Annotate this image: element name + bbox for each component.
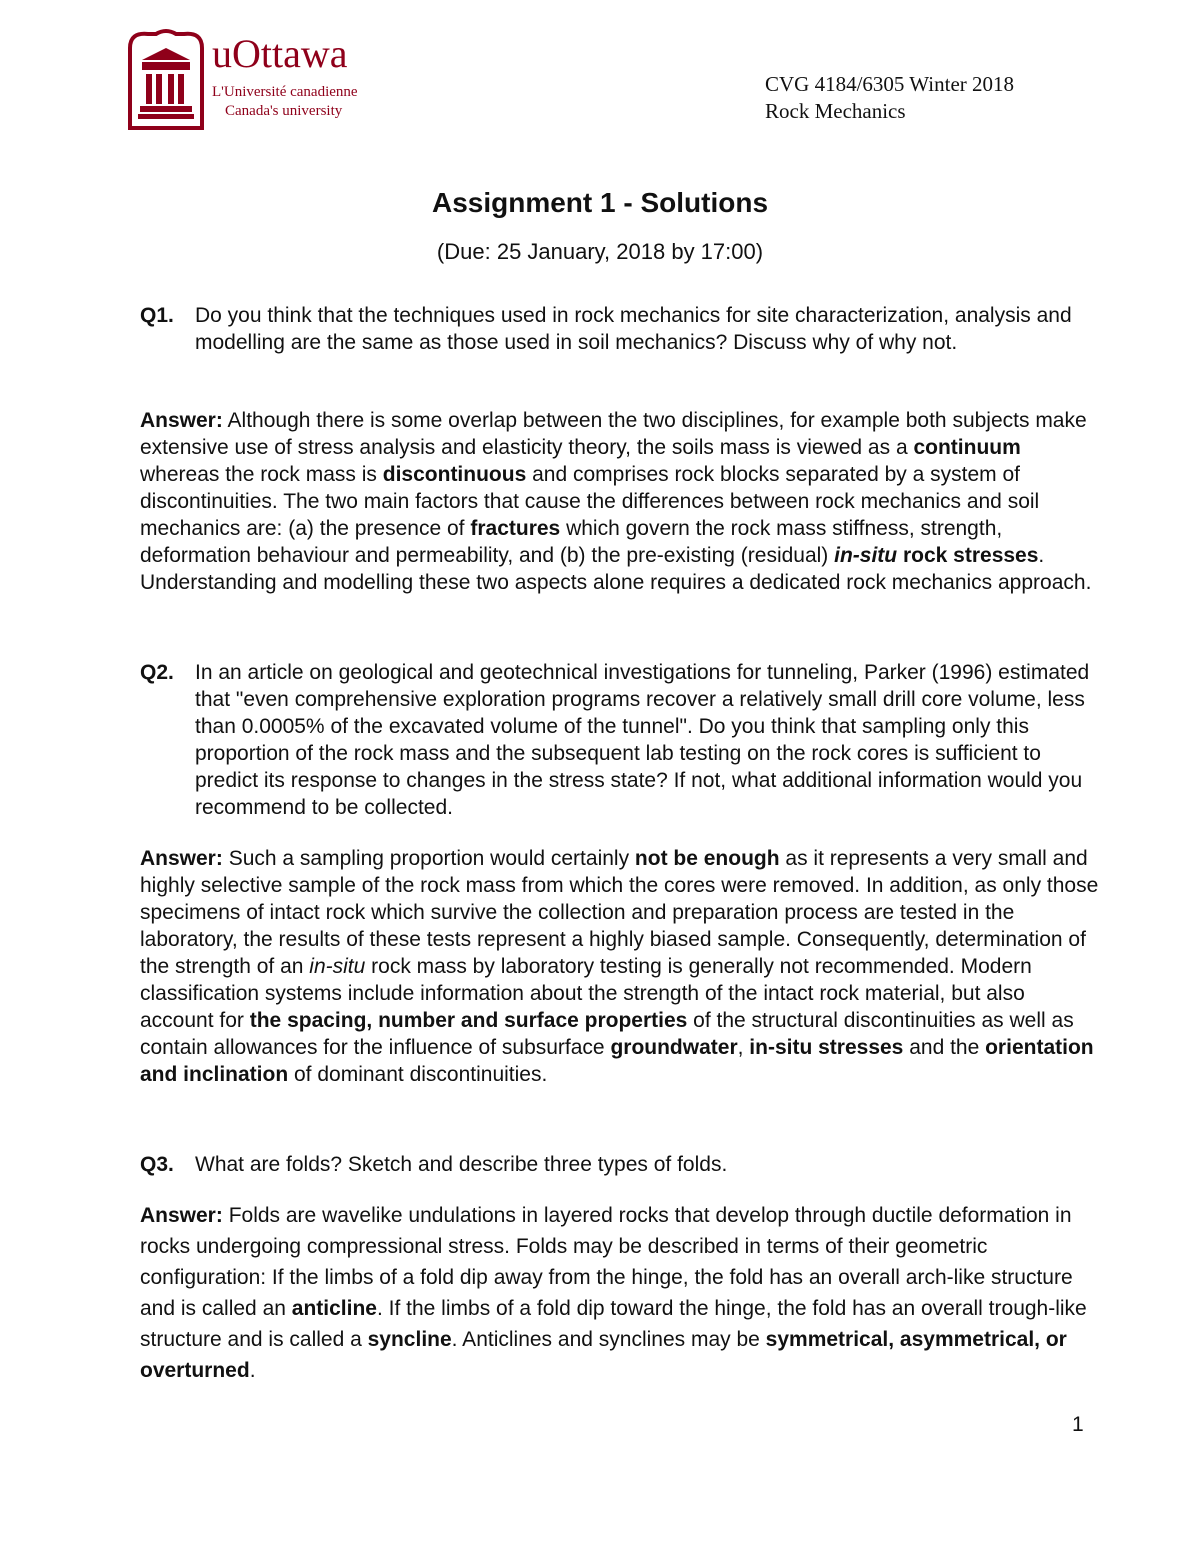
- answer-label: Answer:: [140, 1204, 223, 1227]
- answer-text: as it represents a very small and highly selective sample of the rock mass from which the cores were removed. In addition, as only those specimens of intact rock which survive the collection and preparation process are tested in the laboratory, the results of these tests represent a highly biased sample. Consequently, determination of the strength of an: [140, 847, 1099, 978]
- question-text: Do you think that the techniques used in rock mechanics for site characterization, analysis and modelling are the same as those used in soil mechanics? Discuss why of why not.: [195, 304, 1072, 354]
- answer-text: and comprises rock blocks separated by a system of discontinuities. The two main factors that cause the differences between rock mechanics and soil mechanics are: (a) the presence of: [140, 463, 1040, 540]
- logo-line-english: Canada's university: [225, 103, 343, 119]
- answer-emphasis: the spacing, number and surface properties: [249, 1009, 688, 1032]
- answer-emphasis: syncline: [367, 1328, 452, 1351]
- answer-text: . Anticlines and synclines may be: [451, 1328, 766, 1351]
- page-number: 1: [1072, 1413, 1084, 1436]
- answer-emphasis: groundwater: [610, 1036, 738, 1059]
- answer-text: . Understanding and modelling these two aspects alone requires a dedicated rock mechanics approach.: [140, 544, 1092, 594]
- question-text: What are folds? Sketch and describe three types of folds.: [195, 1153, 728, 1176]
- answer-3: [140, 1200, 1100, 1386]
- answer-text: which govern the rock mass stiffness, strength, deformation behaviour and permeability, and (b) the pre-existing (residual): [140, 517, 1003, 567]
- answer-italic: in-situ: [309, 955, 366, 978]
- course-name: Rock Mechanics: [765, 99, 906, 123]
- answer-emphasis: rock stresses: [897, 544, 1039, 567]
- answer-text: ,: [737, 1036, 750, 1059]
- answer-emphasis: in-situ stresses: [749, 1036, 904, 1059]
- question-2: [140, 659, 1100, 821]
- question-text: In an article on geological and geotechnical investigations for tunneling, Parker (1996) estimated that "even comprehensive exploration programs recover a relatively small drill core volume, less than 0.0005% of the excavated volume of the tunnel". Do you think that sampling only this proportion of the rock mass and the subsequent lab testing on the rock cores is sufficient to predict its response to changes in the stress state? If not, what additional information would you recommend to be collected.: [195, 661, 1090, 819]
- answer-text: Such a sampling proportion would certainly: [222, 847, 635, 870]
- due-date: (Due: 25 January, 2018 by 17:00): [436, 239, 764, 264]
- answer-emphasis: fractures: [470, 517, 561, 540]
- question-number: Q2.: [140, 661, 174, 684]
- question-1: [140, 302, 1100, 356]
- logo-subtitle: [212, 83, 358, 121]
- answer-emphasis: discontinuous: [382, 463, 527, 486]
- question-number: Q3.: [140, 1153, 174, 1176]
- answer-text: whereas the rock mass is: [140, 463, 383, 486]
- logo-line-french: L'Université canadienne: [212, 84, 358, 100]
- answer-text: of dominant discontinuities.: [288, 1063, 548, 1086]
- logo-wordmark: uOttawa: [212, 31, 348, 76]
- building-crest-icon: [130, 31, 202, 128]
- answer-emphasis: anticline: [291, 1297, 377, 1320]
- question-number: Q1.: [140, 304, 174, 327]
- answer-1: [140, 407, 1100, 596]
- answer-emphasis: symmetrical, asymmetrical, or overturned: [140, 1328, 1067, 1382]
- page-title: Assignment 1 - Solutions: [431, 187, 769, 218]
- answer-text: of the structural discontinuities as well as contain allowances for the influence of subsurface: [140, 1009, 1074, 1059]
- answer-emphasis: orientation and inclination: [140, 1036, 1094, 1086]
- answer-emphasis: continuum: [913, 436, 1021, 459]
- answer-emphasis: not be enough: [634, 847, 780, 870]
- answer-text: . If the limbs of a fold dip toward the hinge, the fold has an overall trough-like structure and is called a: [140, 1297, 1087, 1351]
- answer-text: rock mass by laboratory testing is generally not recommended. Modern classification systems include information about the strength of the intact rock material, but also account for: [140, 955, 1032, 1032]
- answer-label: Answer:: [140, 409, 223, 432]
- answer-text: and the: [903, 1036, 986, 1059]
- answer-2: [140, 845, 1100, 1088]
- answer-label: Answer:: [140, 847, 223, 870]
- question-3: [140, 1151, 1100, 1178]
- answer-text: Although there is some overlap between the two disciplines, for example both subjects make extensive use of stress analysis and elasticity theory, the soils mass is viewed as a: [140, 409, 1087, 459]
- answer-text: Folds are wavelike undulations in layered rocks that develop through ductile deformation in rocks undergoing compressional stress. Folds may be described in terms of their geometric configuration: If the limbs of a fold dip away from the hinge, the fold has an overall arch-like structure and is called an: [140, 1204, 1073, 1320]
- course-info: [765, 71, 1014, 125]
- answer-emphasis-italic: in-situ: [834, 544, 898, 567]
- course-code: CVG 4184/6305 Winter 2018: [765, 72, 1015, 96]
- answer-text: .: [249, 1359, 256, 1382]
